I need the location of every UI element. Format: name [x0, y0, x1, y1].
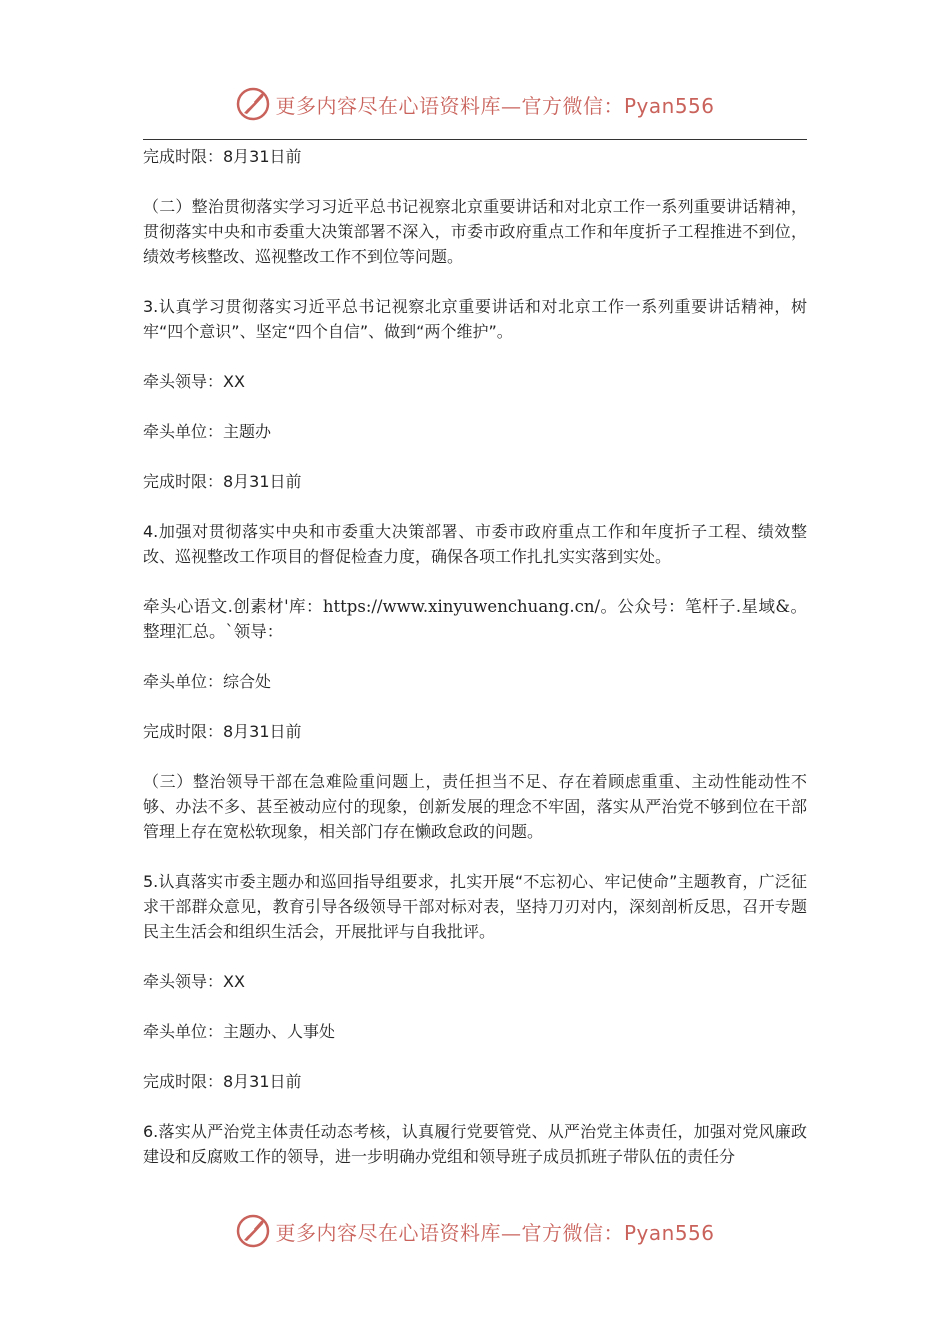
paragraph: 3.认真学习贯彻落实习近平总书记视察北京重要讲话和对北京工作一系列重要讲话精神，树牢“四个意识”、坚定“四个自信”、做到“两个维护”。 [143, 297, 807, 341]
banner-wechat-id: Pyan556 [623, 1220, 715, 1245]
paragraph: （二）整治贯彻落实学习习近平总书记视察北京重要讲话和对北京工作一系列重要讲话精神，贯彻落实中央和市委重大决策部署不深入，市委市政府重点工作和年度折子工程推进不到位，绩效考核整改、巡视整改工作不到位等问题。 [143, 197, 807, 266]
paragraph: 4.加强对贯彻落实中央和市委重大决策部署、市委市政府重点工作和年度折子工程、绩效整改、巡视整改工作项目的督促检查力度，确保各项工作扎扎实实落到实处。 [143, 522, 807, 566]
document-body [143, 144, 807, 1194]
paragraph: 牵头单位：主题办、人事处 [143, 1022, 336, 1041]
quill-logo-icon [235, 86, 271, 122]
paragraph: 5.认真落实市委主题办和巡回指导组要求，扎实开展“不忘初心、牢记使命”主题教育，广泛征求干部群众意见，教育引导各级领导干部对标对表，坚持刀刃对内，深刻剖析反思，召开专题民主生活会和组织生活会，开展批评与自我批评。 [143, 872, 807, 941]
paragraph: 完成时限：8月31日前 [143, 722, 302, 741]
header-divider [143, 139, 807, 140]
banner-text: 更多内容尽在心语资料库—官方微信：Pyan556 [275, 93, 715, 118]
quill-logo-icon [235, 1213, 271, 1249]
paragraph: 牵头领导：XX [143, 372, 245, 391]
paragraph: 完成时限：8月31日前 [143, 1072, 302, 1091]
footer-banner [0, 1211, 950, 1251]
banner-text: 更多内容尽在心语资料库—官方微信：Pyan556 [275, 1220, 715, 1245]
paragraph: 牵头单位：综合处 [143, 672, 272, 691]
paragraph: 牵头单位：主题办 [143, 422, 272, 441]
banner-wechat-id: Pyan556 [623, 93, 715, 118]
paragraph: 完成时限：8月31日前 [143, 472, 302, 491]
paragraph: 牵头领导：XX [143, 972, 245, 991]
paragraph: 完成时限：8月31日前 [143, 147, 302, 166]
watermark-paragraph: 牵头心语文.创素材'库：https://www.xinyuwenchuang.cn/。公众号：笔杆子.星域&。整理汇总。`领导： [143, 597, 807, 641]
paragraph: 6.落实从严治党主体责任动态考核，认真履行党要管党、从严治党主体责任，加强对党风廉政建设和反腐败工作的领导，进一步明确办党组和领导班子成员抓班子带队伍的责任分 [143, 1122, 807, 1166]
paragraph: （三）整治领导干部在急难险重问题上，责任担当不足、存在着顾虑重重、主动性能动性不够、办法不多、甚至被动应付的现象，创新发展的理念不牢固，落实从严治党不够到位在干部管理上存在宽松软现象，相关部门存在懒政怠政的问题。 [143, 772, 807, 841]
header-banner [0, 84, 950, 124]
